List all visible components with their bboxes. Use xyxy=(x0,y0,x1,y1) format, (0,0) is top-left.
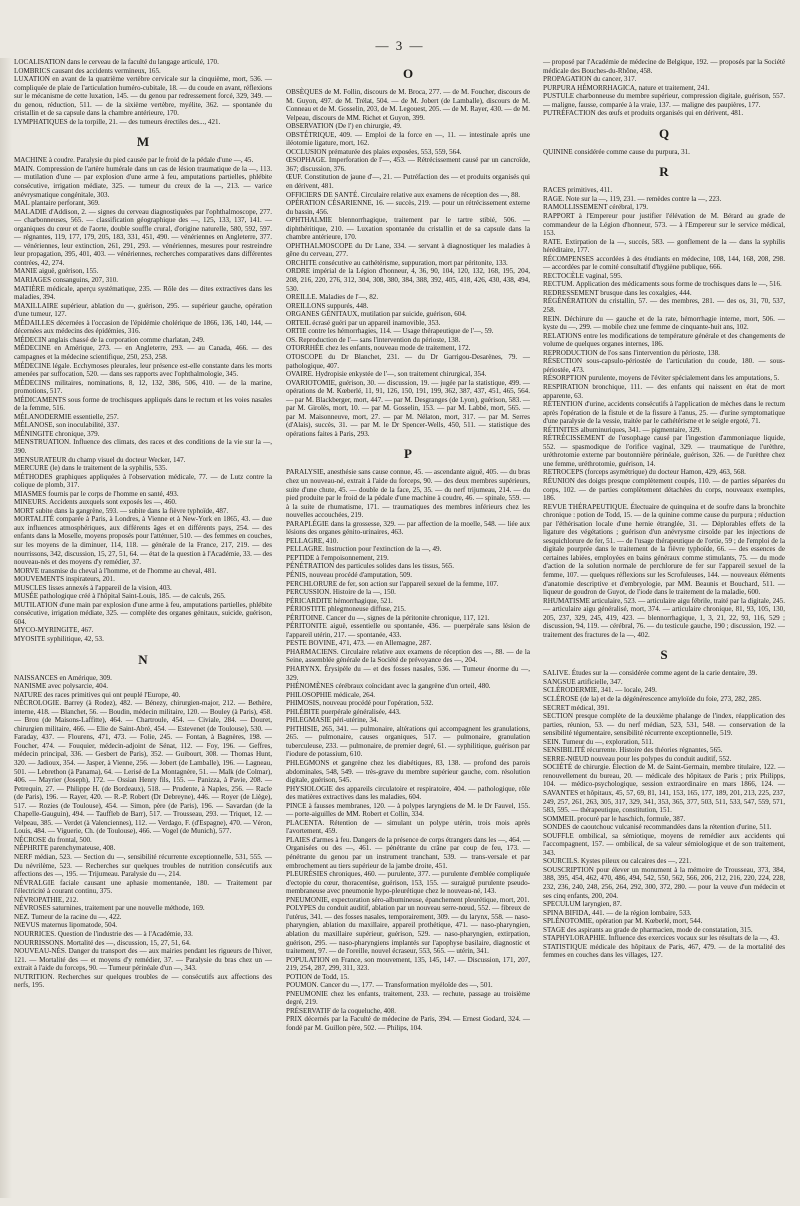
index-entry: PERCHLORURE de fer, son action sur l'appareil sexuel de la femme, 107. xyxy=(286,579,499,588)
index-entry: PHLEGMASIE péri-utérine, 34. xyxy=(286,716,379,725)
index-entry: POPULATION en France, son mouvement, 135, 145, 147. — Discussion, 171, 207, 219, 254, 287, 299, 311, 323. xyxy=(286,955,530,973)
index-entry: OPÉRATION CÉSARIENNE, 16. — succès, 219. — pour un rétrécissement externe du bassin, 456. xyxy=(286,199,530,216)
index-entry: ORGANES GÉNITAUX, mutilation par suicide, guérison, 604. xyxy=(286,310,467,319)
index-entry: RÉSORPTION purulente, moyens de l'éviter spécialement dans les amputations, 5. xyxy=(543,374,780,383)
index-entry: RÉTINITES albuminuriques, 341. — pigmentaire, 329. xyxy=(543,425,702,434)
index-entry: OTORRHÉE chez les enfants, nouveau mode de traitement, 172. xyxy=(286,344,471,353)
index-entry: — proposé par l'Académie de médecine de Belgique, 192. — proposés par la Société médicale des Bouches-du-Rhône, 458. xyxy=(543,58,785,75)
index-entry: PÉRITONITE aiguë, essentielle ou spontanée, 436. — puerpérale sans lésion de l'appareil utérin, 217. — spontanée, 433. xyxy=(286,622,530,639)
index-entry: NERF médian, 523. — Section du —, sensibilité récurrente exceptionnelle, 531, 555. — Du névrilème, 523. — Recherches sur quelques troubles de nutrition consécutifs aux affections des —, 195. — Trijumeau. Paralysie du —, 214. xyxy=(14,853,272,879)
index-entry: REVUE THÉRAPEUTIQUE. Électuaire de quinquina et de soufre dans la bronchite chronique : potion de Todd, 15. — de la quinine comme cause du purpura ; réduction par l'éthérisation locale d'une hernie étranglée, 31. — Déplorables effets de la ligature des végétations ; guérison d'un anévrysme cirsoïde par les injections de sesquichlorure de fer, 51. — de l'usage thérapeutique de l'ortie, 59 ; de l'emploi de la digitale pourprée dans le traitement de la fièvre typhoïde, 66. — des essences de certaines labiées, employées en bains généraux comme stimulants, 75. — du mode d'action de la solution normale de perchlorure de fer sur l'appareil sexuel de la femme, 107. — quelques réflexions sur les Scrofuleuses, 144. — nouveaux éléments d'anatomie descriptive et d'embryologie, par MM. Beaunis et Bouchard, 511. — liqueur de goudron de Guyot, de l'iode dans le traitement de la maladie, 600. xyxy=(543,502,785,597)
index-entry: MÉDECINE légale. Ecchymoses pleurales, leur présence est-elle constante dans les morts amenées par suffocation, 520. — dans ses rapports avec l'ophthalmologie, 345. xyxy=(14,361,272,379)
index-entry: PHLÉBITE puerpérale généralisée, 443. xyxy=(286,707,401,716)
index-entry: RÉCOMPENSES accordées à des étudiants en médecine, 108, 144, 168, 208, 298. — accordées par le comité consultatif d'hygiène publique, 666. xyxy=(543,254,785,272)
index-entry: OCCLUSION prématurée des plaies exposées, 553, 559, 564. xyxy=(286,147,462,156)
index-entry: SECRET médical, 391. xyxy=(543,703,610,712)
index-entry: PELLAGRE. Instruction pour l'extinction de la —, 49. xyxy=(286,545,442,554)
index-entry: RETROCEPS (forceps asymétrique) du docteur Hamon, 429, 463, 568. xyxy=(543,468,746,477)
index-entry: PERCUSSION. Histoire de la —, 150. xyxy=(286,588,396,597)
index-entry: PHILOSOPHIE médicale, 264. xyxy=(286,690,376,699)
index-entry: PHARMACIENS. Circulaire relative aux examens de réception des —, 88. — de la Seine, assemblée générale de la Société de prévoyance des —, 204. xyxy=(286,647,530,665)
index-entry: PELLAGRE, 410. xyxy=(286,536,339,545)
index-entry: PARAPLÉGIE dans la grossesse, 329. — par affection de la moelle, 548. — liée aux lésions des organes génito-urinaires, 463. xyxy=(286,519,530,537)
section-letter-heading: Q xyxy=(658,125,670,141)
index-entry: NÉVROSES saturnines, traitement par une nouvelle méthode, 169. xyxy=(14,904,205,913)
index-entry: MOUVEMENTS inspirateurs, 201. xyxy=(14,575,115,584)
index-entry: SPLÉNOTOMIE, opération par M. Kœberlé, mort, 544. xyxy=(543,917,703,926)
index-entry: RÉGÉNÉRATION du cristallin, 57. — des membres, 281. — des os, 31, 70, 537, 258. xyxy=(543,297,785,315)
index-entry: PNEUMONIE, expectoration séro-albumineuse, épanchement pleurétique, mort, 201. xyxy=(286,895,530,904)
index-entry: PÉRITOINE. Cancer du —, signes de la péritonite chronique, 117, 121. xyxy=(286,613,490,622)
index-entry: NÉCROLOGIE. Barrey (à Rodez), 482. — Bénezy, chirurgien-major, 212. — Bethère, interne, 418. — Blanchet, 56. — Boudin, médecin militaire, 120. — Bouley (à Paris), 458. — Brou (de Maisons-Laffitte), 464. — Chartroule, 454. — Civiale, 284. — Douret, chirurgien militaire, 466. — Elie de Saint-Abré, 454. — Estevenet (de Toulouse), 530. — Faraday, 437. — Flourens, 471, 473. — Folie, 245. — Fontan, à Bagnères, 198. — Foucher, 474. — Fouquier, médecin-adjoint de Sénat, 112. — Foy, 196. — Geffres, médecin principal, 336. — Gesbert de Paris), 352. — Guibourt, 308. — Thomas Hunt, 320. — Jadioux, 354. — Jasper, à Vienne, 256. — Jobert (de Lamballe), 196. — Lagneau, 501. — Lebrethon (à Panama), 64. — Lerisé de La Montagnère, 51. — Malk (de Colmar), 406. — Mayrier (Joseph), 172. — Ossian Henry fils, 155. — Panizza, à Pavie, 208. — Petrequin, 27. — Philippe H. (de Bordeaux), 518. — Prudente, à Naples, 256. — Racle (de Paris), 196. — Rayer, 420. — R.-P. Robert (Dr Debreyne), 446. — Royer (de Liège), 517. — Rozies (de Toulouse), 454. — Simon, père (de Paris), 196. — Savardan (de la Chapelle-Gauguin), 494. — Tauffleb de Barr), 517. — Trousseau, 293. — Triquet, 12. — Velpeau, 385. — Verdet (à Valenciennes), 112. — Verdago, F. (d'Espagne), 470. — Véron, Louis, 484. — Viguerie, Ch. (de Toulouse), 466. — Vogel (de Munich), 577. xyxy=(14,699,272,836)
index-entry: RESPIRATION bronchique, 111. — des enfants qui naissent en état de mort apparente, 63. xyxy=(543,382,785,400)
index-entry: LOCALISATION dans le cerveau de la faculté du langage articulé, 170. xyxy=(14,58,219,66)
index-entry: PROPAGATION du cancer, 317. xyxy=(543,75,637,84)
index-entry: SOUSCRIPTION pour élever un monument à la mémoire de Trousseau, 373, 384, 388, 395, 454, 462, 470, 486, 494, 542, 550, 562, 566, 206, 212, 216, 220, 224, 228, 232, 236, 240, 248, 256, 264, 292, 300, 372, 280. — pour la veuve d'un médecin et ses cinq enfants, 200, 204. xyxy=(543,865,785,900)
index-entry: NÉVROPATHIE, 212. xyxy=(14,895,79,904)
index-entry: RÉTENTION d'urine, accidents consécutifs à l'application de mèches dans le rectum après l'opération de la fistule et de la fissure à l'anus, 25. — d'urine symptomatique d'une paralysie de la vessie, traitée par le cathétérisme et le seigle ergoté, 71. xyxy=(543,400,785,426)
index-entry: MACHINE à coudre. Paralysie du pied causée par le froid de la pédale d'une —, 45. xyxy=(14,156,254,165)
index-entry: MÉDAILLES décernées à l'occasion de l'épidémie cholérique de 1866, 136, 140, 144, — décernées aux médecins des épidémies, 316. xyxy=(14,318,272,336)
index-entry: MUSÉE pathologique créé à l'hôpital Saint-Louis, 185. — de calculs, 265. xyxy=(14,592,226,601)
index-entry: MAXILLAIRE supérieur, ablation du —, guérison, 295. — supérieur gauche, opération d'une tumeur, 127. xyxy=(14,301,272,319)
index-entry: MÉDECINE en Amérique, 273. — en Angleterre, 293. — au Canada, 466. — des campagnes et la médecine scientifique, 250, 253, 258. xyxy=(14,344,272,361)
index-entry: POTION de Todd, 15. xyxy=(286,972,350,981)
index-entry: SCLÉRODERMIE, 341. — locale, 249. xyxy=(543,686,657,695)
index-entry: POUMON. Cancer du —, 177. — Transformation myéloïde des —, 501. xyxy=(286,981,493,990)
index-entry: SCLÉROSE (de la) et de la dégénérescence amyloïde du foie, 273, 282, 285. xyxy=(543,695,762,703)
index-entry: MÉTHODES graphiques appliquées à l'observation médicale, 77. — de Lutz contre la colique de plomb, 317. xyxy=(14,472,272,490)
index-entry: REIN. Déchirure du — gauche et de la rate, hémorrhagie interne, mort, 506. — kyste du —, 299. — mobile chez une femme de cinquante-huit ans, 102. xyxy=(543,314,785,332)
index-column-3 xyxy=(543,58,785,960)
index-entry: RAPPORT à l'Empereur pour justifier l'élévation de M. Bérard au grade de commandeur de la Légion d'honneur, 573. — à l'Empereur sur le service médical, 153. xyxy=(543,212,785,238)
index-entry: OPHTHALMIE blennorrhagique, traitement par le tartre stibié, 506. — diphthéritique, 210. — Luxation spontanée du cristallin et de sa capsule dans la chambre antérieure, 170. xyxy=(286,216,530,242)
index-entry: MALADIE d'Addison, 2. — signes du cerveau diagnostiquées par l'ophthalmoscope, 277. — charbonneuses, 565. — classification géographique des —, 125, 133, 137, 141. — organiques du cœur et de l'aorte, double souffle crural, d'origine naturelle, 580, 592, 597. — régnantes, 119, 177, 179, 205, 183, 331, 451, 490. — vénériennes en Angleterre, 377. — vénériennes, leur extinction, 261, 291, 293. — vénériennes, mesures pour restreindre leur propagation, 395, 401, 403. — vénériennes, recherches comparatives dans différentes contrées, 42, 274. xyxy=(14,207,272,267)
index-entry: PUTRÉFACTION des œufs et produits organisés qui en dérivent, 481. xyxy=(543,109,744,118)
index-entry: OREILLONS suppurés, 448. xyxy=(286,301,369,310)
index-entry: NÉVRALGIE faciale causant une aphasie momentanée, 180. — Traitement par l'électricité à courant continu, 375. xyxy=(14,878,272,896)
index-entry: PURPURA HÉMORRHAGICA, nature et traitement, 241. xyxy=(543,83,710,92)
index-entry: MORVE transmise du cheval à l'homme, et de l'homme au cheval, 481. xyxy=(14,566,217,575)
index-entry: OBSERVATION (De l') en chirurgie, 49. xyxy=(286,122,402,131)
index-entry: PÉRICARDITE hémorrhagique, 521. xyxy=(286,596,393,605)
index-entry: RHUMATISME articulaire, 523. — articulaire aigu fébrile, traité par la digitale, 245. — articulaire aigu généralisé, mort, 374. — articulaire chronique, 81, 93, 105, 130, 205, 237, 329, 245, 419, 423. — blennorrhagique, 1, 3, 21, 22, 93, 116, 529 ; discussion, 94, 119. — cérébral, 76. — du testicule gauche, 190 ; discussion, 192. — traitement des fractures de la —, 402. xyxy=(543,596,785,639)
index-entry: STAGE des aspirants au grade de pharmacien, mode de constatation, 315. xyxy=(543,925,753,934)
index-entry: RÉTRÉCISSEMENT de l'œsophage causé par l'ingestion d'ammoniaque liquide, 552. — spasmodique de l'orifice vaginal, 329. — traumatique de l'urèthre, uréthrotomie externe par boutonnière périnéale, guérison, 326. — de l'urèthre chez une femme, uréthrotomie, guérison, 14. xyxy=(543,434,785,468)
index-entry: OFFICIERS DE SANTÉ. Circulaire relative aux examens de réception des —, 88. xyxy=(286,190,521,199)
index-entry: PINCE à fausses membranes, 120. — à polypes laryngiens de M. le Dr Fauvel, 155. — porte-aiguilles de MM. Robert et Collin, 334. xyxy=(286,801,530,819)
index-entry: REDRESSEMENT brusque dans les coxalgies, 444. xyxy=(543,288,692,297)
index-entry: PÉNIS, nouveau procédé d'amputation, 509. xyxy=(286,570,412,579)
index-entry: PRÉSERVATIF de la coqueluche, 408. xyxy=(286,1006,397,1015)
index-entry: PÉNÉTRATION des particules solides dans les tissus, 565. xyxy=(286,562,455,571)
index-entry: MÉNINGITE chronique, 379. xyxy=(14,429,100,438)
index-entry: PLACENTA. Rétention de — simulant un polype utérin, trois mois après l'avortement, 459. xyxy=(286,818,530,836)
index-entry: MYOSITE syphilitique, 42, 53. xyxy=(14,635,104,643)
page-left-edge-shadow xyxy=(0,58,12,1198)
index-entry: SEIN. Tumeur du —, exploration, 511. xyxy=(543,737,654,746)
index-entry: OBSÈQUES de M. Follin, discours de M. Broca, 277. — de M. Foucher, discours de M. Guyon, 497. de M. Trélat, 504. — de M. Jobert (de Lamballe), discours de M. Conneau et de M. Gosselin, 203, de M. Legouest, 205. — de M. Rayer, 430. — de M. Velpeau, discours de MM. Richet et Guyon, 399. xyxy=(286,88,530,122)
index-entry: LUXATION en avant de la quatrième vertèbre cervicale sur la cinquième, mort, 536. — compliquée de plaie de l'articulation huméro-cubitale, 18. — du coude en avant, réflexions sur le mécanisme de cette luxation, 145. — du genou par redressement forcé, 329, 349. — du genou, réduction, 511. — de la sixième vertèbre, myélite, 362. — spontanée du cristallin et de sa capsule dans la chambre antérieure, 170. xyxy=(14,75,272,118)
index-entry: PNEUMONIE chez les enfants, traitement, 233. — rechute, passage au troisième degré, 219. xyxy=(286,989,530,1007)
index-entry: SOUFFLE ombilical, sa sémiotique, moyens de remédier aux accidents qui l'accompagnent, 157. — ombilical, de sa valeur sémiologique et de son traitement, 343. xyxy=(543,831,785,857)
index-entry: PÉRIOSTITE phlegmoneuse diffuse, 215. xyxy=(286,605,406,614)
index-entry: OBSTÉTRIQUE, 409. — Emploi de la force en —, 11. — intestinale après une iléotomie ligature, mort, 162. xyxy=(286,130,530,148)
index-entry: SPECULUM laryngien, 87. xyxy=(543,900,622,909)
section-letter-heading: S xyxy=(660,647,668,663)
index-entry: MUTILATION d'une main par explosion d'une arme à feu, amputations partielles, phlébite consécutive, irrigation médiate, 325. — complète des organes génitaux, suicide, guérison, 604. xyxy=(14,600,272,626)
index-entry: ORDRE impérial de la Légion d'honneur, 4, 36, 90, 104, 120, 132, 168, 195, 204, 208, 216, 220, 276, 312, 304, 308, 380, 384, 388, 392, 405, 418, 426, 430, 438, 494, 530. xyxy=(286,267,530,293)
index-entry: OREILLE. Maladies de l'—, 82. xyxy=(286,293,379,302)
index-entry: PARALYSIE, anesthésie sans cause connue, 45. — ascendante aiguë, 405. — du bras chez un nouveau-né, extrait à l'aide du forceps, 90. — des deux membres supérieurs, suite d'une chute, 45. — double de la face, 25, 35. — du nerf trijumeau, 214. — du pied produite par le froid de la pédale d'une machine à coudre, 46. — spinale, 559. — à la suite de rhumatisme, 171. — traumatiques des membres inférieurs chez les nouvelles accouchées, 219. xyxy=(286,468,530,520)
index-entry: LYMPHATIQUES de la torpille, 21. — des tumeurs érectiles des..., 421. xyxy=(14,117,221,126)
index-entry: MERCURE (le) dans le traitement de la syphilis, 535. xyxy=(14,464,168,473)
index-entry: MÉLANOSE, son inoculabilité, 337. xyxy=(14,421,120,430)
index-entry: SONDES de caoutchouc vulcanisé recommandées dans la rétention d'urine, 511. xyxy=(543,823,772,832)
index-entry: MATIÈRE médicale, aperçu systématique, 235. — Rôle des — dites extractives dans les maladies, 394. xyxy=(14,284,272,302)
index-entry: MENSTRUATION. Influence des climats, des races et des conditions de la vie sur la —, 390. xyxy=(14,438,272,455)
index-entry: NÉCROSE du frontal, 500. xyxy=(14,835,92,844)
section-letter-heading: R xyxy=(659,164,669,180)
index-entry: PESTE BOVINE, 471, 473. — en Allemagne, 287. xyxy=(286,639,432,648)
index-entry: MIASMES fournis par le corps de l'homme en santé, 493. xyxy=(14,489,179,498)
index-entry: SERRE-NŒUD nouveau pour les polypes du conduit auditif, 552. xyxy=(543,754,732,763)
index-entry: MENSURATEUR du champ visuel du docteur Wecker, 147. xyxy=(14,455,186,464)
index-entry: MYCO-MYRINGITE, 467. xyxy=(14,626,94,635)
index-entry: NATURE des races primitives qui ont peuplé l'Europe, 40. xyxy=(14,690,181,699)
index-entry: PHIMOSIS, nouveau procédé pour l'opération, 532. xyxy=(286,699,434,708)
index-entry: NUTRITION. Recherches sur quelques troubles de — consécutifs aux affections des nerfs, 195. xyxy=(14,972,272,990)
index-entry: OPHTHALMOSCOPE du Dr Lane, 334. — servant à diagnostiquer les maladies à gêne du cerveau, 277. xyxy=(286,241,530,259)
section-letter-heading: P xyxy=(404,446,412,462)
index-entry: MÉDECIN anglais chassé de la corporation comme charlatan, 249. xyxy=(14,335,205,344)
index-entry: RATE. Extirpation de la —, succès, 583. — gonflement de la — dans la syphilis héréditaire, 177. xyxy=(543,237,785,255)
index-entry: MORTALITÉ comparée à Paris, à Londres, à Vienne et à New-York en 1865, 43. — due aux influences atmosphériques, aux différents âges et en différents pays, 254. — des enfants dans la Moselle, moyens proposés pour l'atténuer, 510. — des femmes en couches, sur les moyens de la diminuer, 114, 118. — générale de la France, 217, 219. — des nourrissons, 342, discussion, 15, 27, 51, 64. — état de la question à l'Académie, 33. — des nouveau-nés et des moyens d'y remédier, 37. xyxy=(14,515,272,567)
index-entry: RELATIONS entre les modifications de température générale et des changements de volume de quelques organes internes, 186. xyxy=(543,331,785,349)
index-entry: NEZ. Tumeur de la racine du —, 422. xyxy=(14,912,122,921)
index-entry: SANGSUE artificielle, 347. xyxy=(543,677,623,686)
index-entry: PHYSIOLOGIE des appareils circulatoire et respiratoire, 404. — pathologique, rôle des matières extractives dans les maladies, 604. xyxy=(286,784,530,802)
index-entry: POLYPES du conduit auditif, ablation par un nouveau serre-nœud, 552. — fibreux de l'utérus, 341. — des fosses nasales, temporairement, 309. — du larynx, 558. — naso-pharyngien, ablation du maxillaire, appareil prothétique, 471. — naso-pharyngien, ablation du maxillaire supérieur, guérison, 529. — naso-pharyngien, extirpation, guérison, 295. — naso-pharyngiens implantés sur l'apophyse basilaire, diagnostic et traitement, 97. — de l'oreille, nouvel écraseur, 553, 565. — utérin, 341. xyxy=(286,904,530,956)
index-entry: MORT subite dans la gangrène, 593. — subite dans la fièvre typhoïde, 487. xyxy=(14,506,229,515)
index-entry: REPRODUCTION de l'os sans l'intervention du périoste, 138. xyxy=(543,348,720,357)
index-entry: PRIX décernés par la Faculté de médecine de Paris, 394. — Ernest Godard, 324. — fondé par M. Guillon père, 502. — Philips, 104. xyxy=(286,1015,530,1032)
index-entry: PEPTIDE à l'empoisonnement, 219. xyxy=(286,553,389,562)
page-number: — 3 — xyxy=(375,38,425,53)
index-entry: ŒUF. Constitution de jaune d'—, 21. — Putréfaction des — et produits organisés qui en dérivent, 481. xyxy=(286,173,530,191)
index-entry: OVAIRE. Hydropisie enkystée de l'—, son traitement chirurgical, 354. xyxy=(286,370,487,379)
index-entry: PHÉNOMÈNES cérébraux coïncidant avec la gangrène d'un orteil, 480. xyxy=(286,682,491,691)
index-entry: OS. Reproduction de l'— sans l'intervention du périoste, 138. xyxy=(286,335,461,344)
index-entry: OTOSCOPE du Dr Blanchet, 231. — du Dr Garrigou-Desarènes, 79. — pathologique, 407. xyxy=(286,352,530,370)
index-entry: MAL plantaire perforant, 369. xyxy=(14,199,100,208)
index-entry: PLEURÉSIES chroniques, 460. — purulente, 377. — purulente d'emblée compliquée d'ectopie du cœur, thoracentèse, guérison, 153, 155. — suraiguë purulente pseudo-membraneuse avec pneumonie hypo-pleurétique chez le nouveau-né, 143. xyxy=(286,870,530,896)
section-letter-heading: N xyxy=(138,651,148,667)
index-entry: PHTHISIE, 265, 341. — pulmonaire, altérations qui accompagnent les granulations, 265. — pulmonaire, causes organiques, 517. — pulmonaire, granulation tuberculeuse, 233. — pulmonaire, de premier degré, 61. — syphilitique, guérison par l'iodure de potassium, 610. xyxy=(286,724,530,759)
index-entry: PUSTULE charbonneuse du membre supérieur, compression digitale, guérison, 557. — maligne, fausse, comparée à la vraie, 137. — maligne des paupières, 177. xyxy=(543,92,785,109)
index-entry: MARIAGES consanguins, 207, 310. xyxy=(14,276,119,285)
index-entry: PHARYNX. Érysipèle du — et des fosses nasales, 536. — Tumeur énorme du —, 329. xyxy=(286,665,530,682)
index-entry: MANIE aiguë, guérison, 155. xyxy=(14,267,99,276)
index-entry: MINEURS. Accidents auxquels sont exposés les —, 460. xyxy=(14,498,177,507)
index-entry: SOURCILS. Kystes pileux ou calcaires des —, 221. xyxy=(543,857,692,866)
index-entry: MUSCLES lisses annexés à l'appareil de la vision, 403. xyxy=(14,583,172,592)
index-entry: SENSIBILITÉ récurrente. Histoire des théories régnantes, 565. xyxy=(543,746,723,755)
index-entry: NOUVEAU-NÉS. Danger du transport des — aux mairies pendant les rigueurs de l'hiver, 121. — Mortalité des — et moyens d'y remédier, 37. — Paralysie du bras chez un — extrait à l'aide du forceps, 90. — Tumeur périnéale d'un —, 343. xyxy=(14,947,272,973)
index-entry: SPINA BIFIDA, 441. — de la région lombaire, 533. xyxy=(543,908,692,917)
index-entry: NŒVUS maternus lipomatode, 504. xyxy=(14,921,118,930)
index-entry: OVARIOTOMIE, guérison, 30. — discussion, 19. — jugée par la statistique, 499. — opérations de M. Kœberlé, 11, 91, 126, 150, 191, 199, 362, 387, 437, 451, 465, 564. — par M. Blackberger, mort, 447. — par M. Desgranges (de Lyon), guérison, 583. — par M. Girolès, mort, 10. — par M. Gosselin, 153. — par M. Labbé, mort, 565. — par M. Maisonneuve, mort, 27. — par M. Nélaton, mort, 317. — par M. Serres (d'Alais), succès, 31. — par M. le Dr Spencer-Wells, 450, 511. — statistique des opérations faites à Paris, 293. xyxy=(286,378,530,438)
index-entry: SOCIÉTÉ de chirurgie. Élection de M. de Saint-Germain, membre titulaire, 122. — renouvellement du bureau, 20. — médicale des hôpitaux de Paris ; prix Philipps, 104. — médico-psychologique, session extraordinaire en mars 1866, 124. — SAVANTES et hôpitaux, 45, 57, 69, 81, 141, 153, 165, 177, 189, 201, 213, 225, 237, 249, 257, 261, 263, 305, 317, 329, 341, 353, 365, 377, 503, 511, 533, 547, 559, 571, 583, 595. — thérapeutique, constitution, 151. xyxy=(543,763,785,815)
index-entry: ŒSOPHAGE. Imperforation de l'—, 453. — Rétrécissement causé par un cancroïde, 367; discussion, 376. xyxy=(286,156,530,173)
index-entry: NANISME avec polysarcie, 404. xyxy=(14,682,108,691)
index-entry: RACES primitives, 411. xyxy=(543,186,613,195)
index-entry: NÉPHRITE parenchymateuse, 408. xyxy=(14,844,116,853)
index-entry: PHLEGMONS et gangrène chez les diabétiques, 83, 138. — profond des parois abdominales, 548, 549. — très-grave du membre supérieur gauche, com. résolution digitale, guérison, 545. xyxy=(286,759,530,785)
index-entry: ORCHITE consécutive au cathétérisme, suppuration, mort par péritonite, 133. xyxy=(286,258,508,267)
index-entry: RAGE. Note sur la —, 119, 231. — remèdes contre la —, 223. xyxy=(543,194,722,203)
index-entry: RECTOCÈLE vaginal, 595. xyxy=(543,271,623,280)
index-entry: SECTION presque complète de la deuxième phalange de l'index, réapplication des parties, réunion, 53. — du nerf médian, 523, 531, 548. — conservation de la sensibilité tégumentaire, sensibilité récurrente exceptionnelle, 519. xyxy=(543,712,785,738)
index-entry: SOMMEIL procuré par le haschich, formule, 387. xyxy=(543,814,686,823)
index-entry: STAPHYLORAPHIE. Influence des exercices vocaux sur les résultats de la —, 43. xyxy=(543,934,780,943)
index-entry: PLAIES d'armes à feu. Dangers de la présence de corps étrangers dans les —, 464. — Organisées ou des —, 461. — pénétrante du crâne par coup de feu, 173. — pénétrante du genou par un instrument tranchant, 539. — trans-versale et par embrochement au tiers supérieur de la jambe droite, 451. xyxy=(286,835,530,870)
index-entry: RAMOLLISSEMENT cérébral, 179. xyxy=(543,203,649,212)
index-entry: SALIVE. Études sur la — considérée comme agent de la carie dentaire, 39. xyxy=(543,669,758,678)
index-entry: NAISSANCES en Amérique, 309. xyxy=(14,673,112,682)
index-entry: NOURRISSONS. Mortalité des —, discussion, 15, 27, 51, 64. xyxy=(14,938,191,947)
index-entry: MÉDICAMENTS sous forme de trochisques appliqués dans le rectum et les voies nasales de la femme, 516. xyxy=(14,395,272,413)
section-letter-heading: M xyxy=(136,134,150,150)
index-entry: RECTUM. Application des médicaments sous forme de trochisques dans le —, 516. xyxy=(543,280,782,289)
index-column-1 xyxy=(14,58,272,990)
index-entry: NOURRICES. Question de l'industrie des — à l'Académie, 33. xyxy=(14,929,193,938)
index-entry: MAIN. Compression de l'artère humérale dans un cas de lésion traumatique de la —, 113. — mutilation d'une — par explosion d'une arme à feu, amputations partielles, phlébite consécutive, irrigation médiate, 325. — tumeur du creux de la —, 213. — varice anévrysmatique congénitale, 303. xyxy=(14,164,272,199)
index-entry: STATISTIQUE médicale des hôpitaux de Paris, 467, 479. — de la mortalité des femmes en couches dans les villages, 127. xyxy=(543,942,785,960)
index-entry: ORTEIL écrasé guéri par un appareil inamovible, 353. xyxy=(286,318,441,327)
section-letter-heading: O xyxy=(402,66,414,81)
index-entry: MÉLANODERMIE essentielle, 257. xyxy=(14,412,119,421)
index-entry: MÉDECINS militaires, nominations, 8, 12, 132, 386, 506, 410. — de la marine, promotions, 517. xyxy=(14,378,272,396)
index-entry: RÉSECTION sous-capsulo-périostée de l'articulation du coude, 180. — sous-périostée, 473. xyxy=(543,357,785,374)
index-column-2 xyxy=(286,58,530,1033)
index-entry: RÉUNION des doigts presque complètement coupés, 110. — de parties séparées du corps, 102. — de parties complètement détachées du corps, nouveaux exemples, 186. xyxy=(543,476,785,503)
index-entry: LOMBRICS causant des accidents vermineux, 165. xyxy=(14,66,161,75)
index-entry: QUININE considérée comme cause du purpura, 31. xyxy=(543,147,690,156)
index-entry: ORTIE contre les hémorrhagies, 114. — Usage thérapeutique de l'—, 59. xyxy=(286,327,494,336)
